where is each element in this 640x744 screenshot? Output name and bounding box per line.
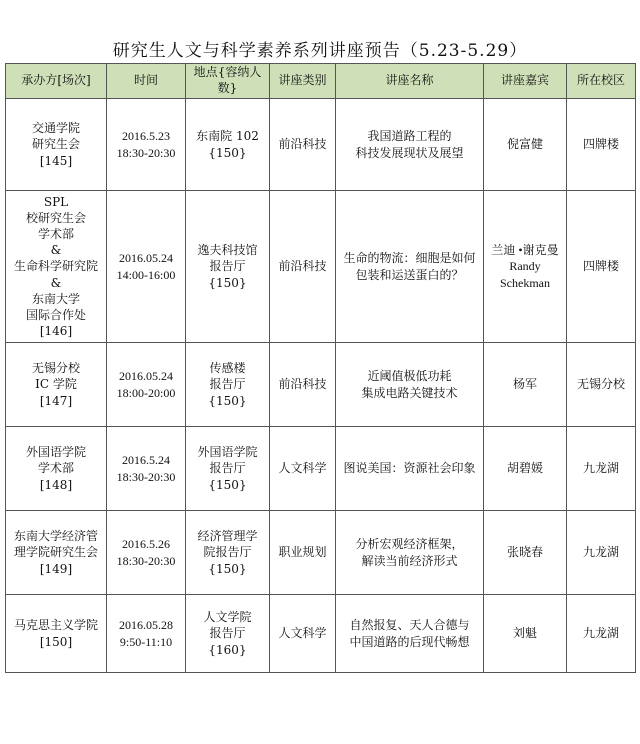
cell-category xyxy=(270,427,336,511)
cell-line: 2016.05.24 xyxy=(119,369,173,384)
cell-line: & xyxy=(50,243,62,258)
cell-line: 前沿科技 xyxy=(278,377,327,392)
cell-line: 9:50-11:10 xyxy=(119,634,173,649)
header-category xyxy=(270,64,336,99)
cell-line: {容纳人数} xyxy=(217,65,262,95)
cell-line: 14:00-16:00 xyxy=(116,267,176,282)
lecture-schedule-table xyxy=(5,63,636,673)
cell-line: 胡碧媛 xyxy=(506,461,543,476)
cell-line: 职业规划 xyxy=(278,545,327,560)
cell-line: 学术部 xyxy=(37,227,74,242)
cell-line: 人文科学 xyxy=(278,626,327,641)
table-row xyxy=(6,191,636,343)
cell-line: 院报告厅 xyxy=(203,545,252,560)
cell-line: 2016.05.28 xyxy=(119,618,173,633)
cell-line: 包装和运送蛋白的？ xyxy=(355,267,464,282)
cell-line: 所在校区 xyxy=(576,73,625,88)
cell-category xyxy=(270,511,336,595)
header-organizer xyxy=(6,64,107,99)
cell-line: 四牌楼 xyxy=(582,259,619,274)
table-row xyxy=(6,343,636,427)
cell-line: 前沿科技 xyxy=(278,259,327,274)
cell-line: 2016.5.24 xyxy=(122,453,170,468)
cell-time xyxy=(107,99,186,191)
cell-time xyxy=(107,343,186,427)
cell-line: 报告厅 xyxy=(209,377,246,392)
cell-line: 集成电路关键技术 xyxy=(361,385,458,400)
cell-line: [147] xyxy=(39,393,73,408)
cell-line: & xyxy=(50,275,62,290)
cell-venue xyxy=(186,191,270,343)
page-title: 研究生人文与科学素养系列讲座预告（5.23-5.29） xyxy=(112,41,528,61)
header-venue xyxy=(186,64,270,99)
cell-line: 18:00-20:00 xyxy=(116,385,176,400)
cell-line: 2016.5.23 xyxy=(122,129,170,144)
cell-line: 校研究生会 xyxy=(25,210,86,225)
cell-organizer xyxy=(6,511,107,595)
header-lecture xyxy=(336,64,484,99)
cell-line: 时间 xyxy=(133,73,158,88)
cell-line: 传感楼 xyxy=(209,361,246,376)
cell-line: [150] xyxy=(39,634,73,649)
cell-line: Randy xyxy=(509,259,541,274)
cell-line: {150} xyxy=(208,561,247,576)
cell-line: 外国语学院 xyxy=(25,445,86,460)
cell-line: 无锡分校 xyxy=(576,377,625,392)
cell-guest xyxy=(484,595,567,673)
cell-line: {150} xyxy=(208,275,247,290)
cell-guest xyxy=(484,99,567,191)
cell-lecture xyxy=(336,343,484,427)
cell-organizer xyxy=(6,343,107,427)
cell-line: Schekman xyxy=(500,275,550,290)
cell-line: 杨军 xyxy=(512,377,537,392)
cell-line: 图说美国：资源社会印象 xyxy=(343,461,476,476)
cell-line: 理学院研究生会 xyxy=(13,545,98,560)
cell-line: 解读当前经济形式 xyxy=(361,553,458,568)
cell-line: 东南大学经济管 xyxy=(13,529,98,544)
cell-campus xyxy=(567,99,636,191)
cell-guest xyxy=(484,427,567,511)
cell-campus xyxy=(567,595,636,673)
cell-line: 科技发展现状及展望 xyxy=(355,145,464,160)
cell-line: 学术部 xyxy=(37,461,74,476)
cell-line: 地点 xyxy=(193,65,218,80)
cell-line: 报告厅 xyxy=(209,461,246,476)
cell-organizer xyxy=(6,427,107,511)
cell-line: [146] xyxy=(39,324,73,339)
cell-line: 四牌楼 xyxy=(582,137,619,152)
cell-category xyxy=(270,343,336,427)
cell-line: 18:30-20:30 xyxy=(116,145,176,160)
cell-line: 经济管理学 xyxy=(197,529,258,544)
cell-line: IC 学院 xyxy=(35,377,77,392)
cell-lecture xyxy=(336,427,484,511)
cell-line: 讲座类别 xyxy=(278,73,327,88)
table-row xyxy=(6,427,636,511)
cell-category xyxy=(270,191,336,343)
cell-venue xyxy=(186,595,270,673)
cell-line: 前沿科技 xyxy=(278,137,327,152)
cell-line: 2016.5.26 xyxy=(122,537,170,552)
cell-line: 九龙湖 xyxy=(582,626,619,641)
cell-line: 讲座名称 xyxy=(385,73,434,88)
cell-line: 近阈值极低功耗 xyxy=(367,369,452,384)
cell-line: 生命科学研究院 xyxy=(13,259,98,274)
cell-venue xyxy=(186,427,270,511)
cell-line: 18:30-20:30 xyxy=(116,553,176,568)
cell-line: {150} xyxy=(208,393,247,408)
cell-venue xyxy=(186,99,270,191)
cell-line: 倪富健 xyxy=(506,137,543,152)
cell-lecture xyxy=(336,595,484,673)
cell-line: 交通学院 xyxy=(31,121,80,136)
cell-time xyxy=(107,427,186,511)
cell-time xyxy=(107,191,186,343)
table-row xyxy=(6,595,636,673)
cell-line: 18:30-20:30 xyxy=(116,469,176,484)
cell-line: 兰迪 •谢克曼 xyxy=(491,243,559,258)
cell-guest xyxy=(484,343,567,427)
table-row xyxy=(6,511,636,595)
cell-line: [149] xyxy=(39,561,73,576)
cell-lecture xyxy=(336,191,484,343)
cell-guest xyxy=(484,191,567,343)
cell-line: 人文科学 xyxy=(278,461,327,476)
cell-line: 分析宏观经济框架， xyxy=(355,537,464,552)
cell-line: 东南大学 xyxy=(31,291,80,306)
cell-line: 九龙湖 xyxy=(582,461,619,476)
cell-line: 中国道路的后现代畅想 xyxy=(349,634,470,649)
cell-category xyxy=(270,99,336,191)
cell-line: {160} xyxy=(208,642,247,657)
cell-venue xyxy=(186,511,270,595)
cell-organizer xyxy=(6,191,107,343)
cell-line: 研究生会 xyxy=(31,137,80,152)
cell-line: 张晓春 xyxy=(506,545,543,560)
cell-line: 九龙湖 xyxy=(582,545,619,560)
cell-line: 我国道路工程的 xyxy=(367,129,452,144)
cell-campus xyxy=(567,511,636,595)
cell-line: [场次] xyxy=(57,73,91,88)
cell-line: [145] xyxy=(39,153,73,168)
cell-guest xyxy=(484,511,567,595)
cell-line: 生命的物流：细胞是如何 xyxy=(343,251,476,266)
cell-time xyxy=(107,595,186,673)
cell-line: [148] xyxy=(39,477,73,492)
table-header-row xyxy=(6,64,636,99)
cell-line: 东南院 102 xyxy=(196,129,259,144)
cell-line: 讲座嘉宾 xyxy=(500,73,549,88)
cell-venue xyxy=(186,343,270,427)
cell-line: 报告厅 xyxy=(209,626,246,641)
cell-time xyxy=(107,511,186,595)
cell-campus xyxy=(567,343,636,427)
cell-line: 逸夫科技馆 xyxy=(197,243,258,258)
cell-campus xyxy=(567,427,636,511)
cell-line: 刘魁 xyxy=(512,626,537,641)
cell-lecture xyxy=(336,511,484,595)
cell-line: SPL xyxy=(43,194,69,209)
cell-campus xyxy=(567,191,636,343)
header-guest xyxy=(484,64,567,99)
cell-line: 承办方 xyxy=(21,73,58,88)
table-row xyxy=(6,99,636,191)
cell-organizer xyxy=(6,99,107,191)
cell-line: 无锡分校 xyxy=(31,361,80,376)
cell-line: {150} xyxy=(208,145,247,160)
cell-organizer xyxy=(6,595,107,673)
cell-category xyxy=(270,595,336,673)
cell-line: 报告厅 xyxy=(209,259,246,274)
header-time xyxy=(107,64,186,99)
cell-line: {150} xyxy=(208,477,247,492)
cell-line: 自然报复、天人合德与 xyxy=(349,618,470,633)
cell-line: 外国语学院 xyxy=(197,445,258,460)
cell-lecture xyxy=(336,99,484,191)
header-campus xyxy=(567,64,636,99)
cell-line: 人文学院 xyxy=(203,610,252,625)
cell-line: 马克思主义学院 xyxy=(13,618,98,633)
cell-line: 2016.05.24 xyxy=(119,251,173,266)
cell-line: 国际合作处 xyxy=(25,307,86,322)
